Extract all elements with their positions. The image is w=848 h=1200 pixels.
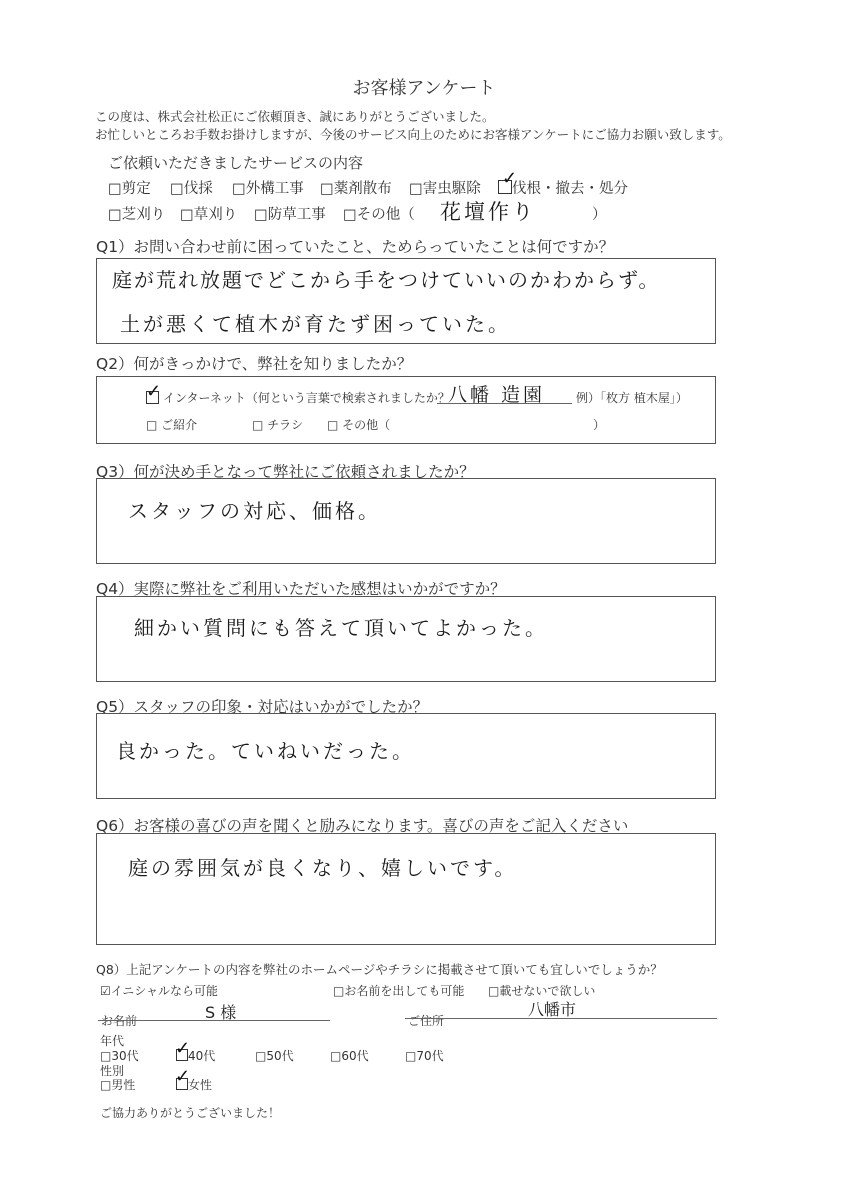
services-heading: ご依頼いただきましたサービスの内容 [108,154,364,172]
search-term-underline [437,403,572,404]
service-exterior-option[interactable]: □外構工事 [232,181,304,197]
q6-answer-box [96,833,716,945]
q3-answer: スタッフの対応、価格。 [128,499,381,523]
q8-initials-option[interactable]: ☑イニシャルなら可能 [100,984,219,998]
q5-answer: 良かった。ていねいだった。 [116,739,415,763]
customer-name: S 様 [205,1003,237,1022]
female-check-mark-icon: ✓ [175,1066,191,1087]
q2-answer-box [96,376,716,444]
q4-answer: 細かい質問にも答えて頂いてよかった。 [134,616,548,640]
q3-label: Q3）何が決め手となって弊社にご依頼されましたか？ [96,463,475,481]
age-70s-option[interactable]: □70代 [405,1049,444,1063]
name-underline [98,1020,330,1021]
gender-female-label: 女性 [188,1078,213,1092]
service-felling-option[interactable]: □伐採 [170,181,213,197]
service-pruning-option[interactable]: □剪定 [108,181,151,197]
intro-line-2: お忙しいところお手数お掛けしますが、今後のサービス向上のためにお客様アンケートにご協力お願い致します。 [95,127,731,142]
q6-answer: 庭の雰囲気が良くなり、嬉しいです。 [128,856,518,880]
q2-other-option[interactable]: □ その他（ [327,418,391,432]
service-other-close: ） [592,207,607,223]
gender-label: 性別 [100,1064,125,1078]
service-spraying-option[interactable]: □薬剤散布 [320,181,392,197]
name-label: お名前 [101,1014,138,1028]
age-label: 年代 [100,1034,125,1048]
q2-introduction-option[interactable]: □ ご紹介 [146,418,198,432]
q8-name-option[interactable]: □お名前を出しても可能 [333,984,465,998]
q2-search-term: 八幡 造園 [448,384,546,406]
intro-line-1: この度は、株式会社松正にご依頼頂き、誠にありがとうございました。 [95,109,495,124]
page-title: お客様アンケート [352,78,496,99]
q2-label: Q2）何がきっかけで、弊社を知りましたか？ [96,355,413,373]
q1-answer-line-2: 土が悪くて植木が育たず困っていた。 [120,312,511,336]
age-40s-check-mark-icon: ✓ [175,1038,191,1059]
stump-check-mark-icon: ✓ [502,168,518,189]
service-stump-option[interactable] [498,168,628,198]
stump-option-label: 伐根・撤去・処分 [512,181,628,197]
service-other-option[interactable]: □その他（ [343,207,415,223]
q1-label: Q1）お問い合わせ前に困っていたこと、ためらっていたことは何ですか？ [96,238,615,256]
q2-flyer-option[interactable]: □ チラシ [252,418,304,432]
age-60s-option[interactable]: □60代 [330,1049,369,1063]
service-lawn-option[interactable]: □芝刈り [108,207,166,223]
service-pest-option[interactable]: □害虫駆除 [409,181,481,197]
address-underline [405,1018,717,1019]
service-other-answer: 花壇作り [440,200,536,224]
age-40s-label: 40代 [188,1049,216,1063]
age-50s-option[interactable]: □50代 [255,1049,294,1063]
service-weed-option[interactable]: □草刈り [180,207,238,223]
q8-no-option[interactable]: □載せないで欲しい [488,984,596,998]
gender-male-option[interactable]: □男性 [100,1078,136,1092]
customer-address: 八幡市 [528,1000,577,1019]
q8-label: Q8）上記アンケートの内容を弊社のホームページやチラシに掲載させて頂いても宜しいでしょうか？ [96,962,663,977]
q1-answer-line-1: 庭が荒れ放題でどこから手をつけていいのかわからず。 [112,268,661,292]
q2-internet-label: インターネット（何という言葉で検索されましたか？ [163,391,450,405]
age-30s-option[interactable]: □30代 [100,1049,139,1063]
q5-label: Q5）スタッフの印象・対応はいかがでしたか？ [96,698,429,716]
address-label: ご住所 [408,1014,445,1028]
footer-thanks: ご協力ありがとうございました！ [100,1106,281,1120]
q2-other-close: ） [593,418,606,432]
q4-label: Q4）実際に弊社をご利用いただいた感想はいかがですか？ [96,580,506,598]
q6-label: Q6）お客様の喜びの声を聞くと励みになります。喜びの声をご記入ください [96,817,629,835]
q2-example: 例）「枚方 植木屋」） [576,391,688,405]
internet-check-mark-icon: ✓ [146,381,162,402]
service-weedproof-option[interactable]: □防草工事 [254,207,326,223]
